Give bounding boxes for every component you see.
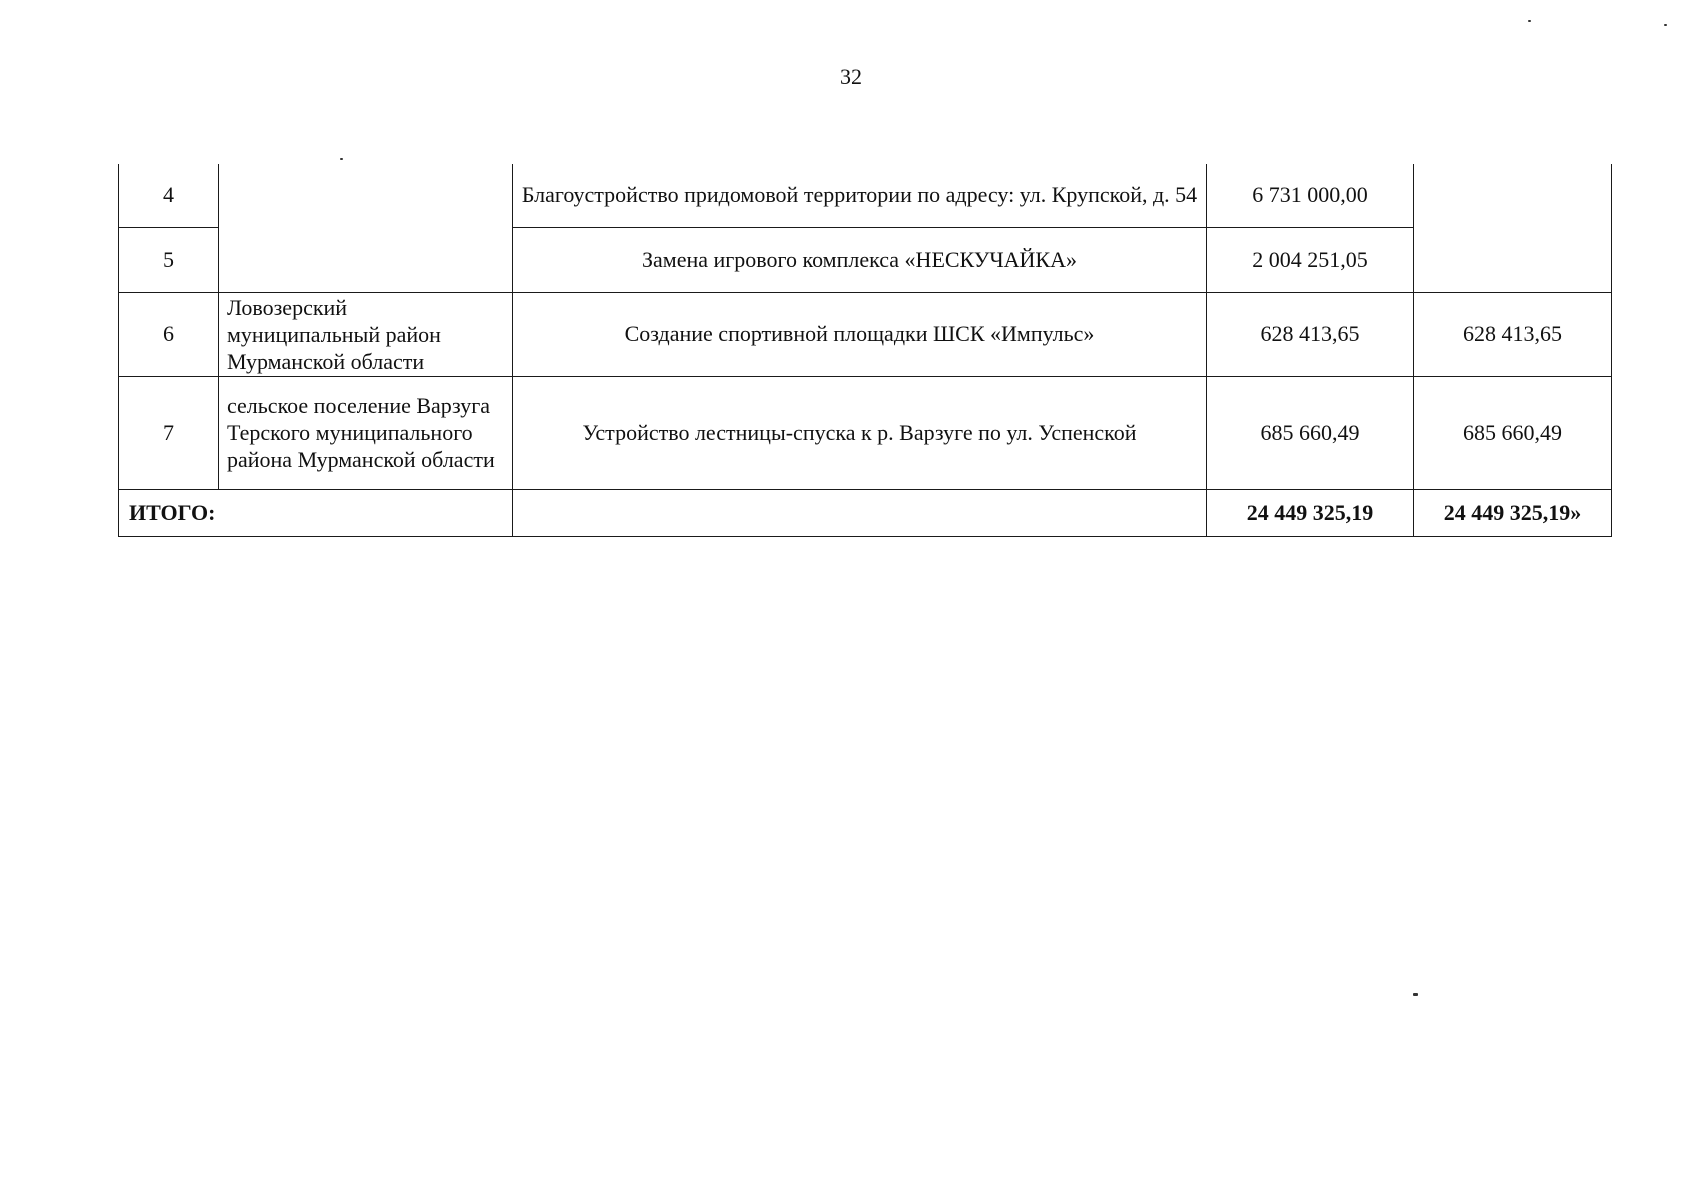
project-cost: 685 660,49 [1207, 376, 1414, 489]
project-cost: 6 731 000,00 [1207, 164, 1414, 227]
total-subsidy: 24 449 325,19» [1414, 489, 1612, 536]
scan-speck [1664, 24, 1667, 26]
subsidy-amount: 628 413,65 [1414, 292, 1612, 376]
scan-speck [1528, 20, 1531, 22]
total-label: ИТОГО: [119, 489, 513, 536]
subsidy-amount: 685 660,49 [1414, 376, 1612, 489]
project-name: Замена игрового комплекса «НЕСКУЧАЙКА» [513, 227, 1207, 292]
municipality-cell: сельское поселение Варзуга Терского муниципального района Мурманской области [219, 376, 513, 489]
project-name: Устройство лестницы-спуска к р. Варзуге по ул. Успенской [513, 376, 1207, 489]
municipality-cell: Ловозерский муниципальный район Мурманской области [219, 292, 513, 376]
project-cost: 2 004 251,05 [1207, 227, 1414, 292]
project-name: Благоустройство придомовой территории по адресу: ул. Крупской, д. 54 [513, 164, 1207, 227]
scan-speck [1413, 993, 1418, 996]
funding-table [118, 164, 1612, 537]
row-number: 7 [119, 376, 219, 489]
page-number: 32 [840, 64, 862, 89]
subsidy-amount [1414, 164, 1612, 292]
table-row [119, 376, 1612, 489]
scan-speck [340, 158, 343, 160]
table-row [119, 164, 1612, 227]
row-number: 6 [119, 292, 219, 376]
row-number: 5 [119, 227, 219, 292]
project-name: Создание спортивной площадки ШСК «Импульс» [513, 292, 1207, 376]
row-number: 4 [119, 164, 219, 227]
total-row [119, 489, 1612, 536]
table-row [119, 292, 1612, 376]
total-cost: 24 449 325,19 [1207, 489, 1414, 536]
municipality-cell [219, 164, 513, 292]
total-empty-cell [513, 489, 1207, 536]
project-cost: 628 413,65 [1207, 292, 1414, 376]
